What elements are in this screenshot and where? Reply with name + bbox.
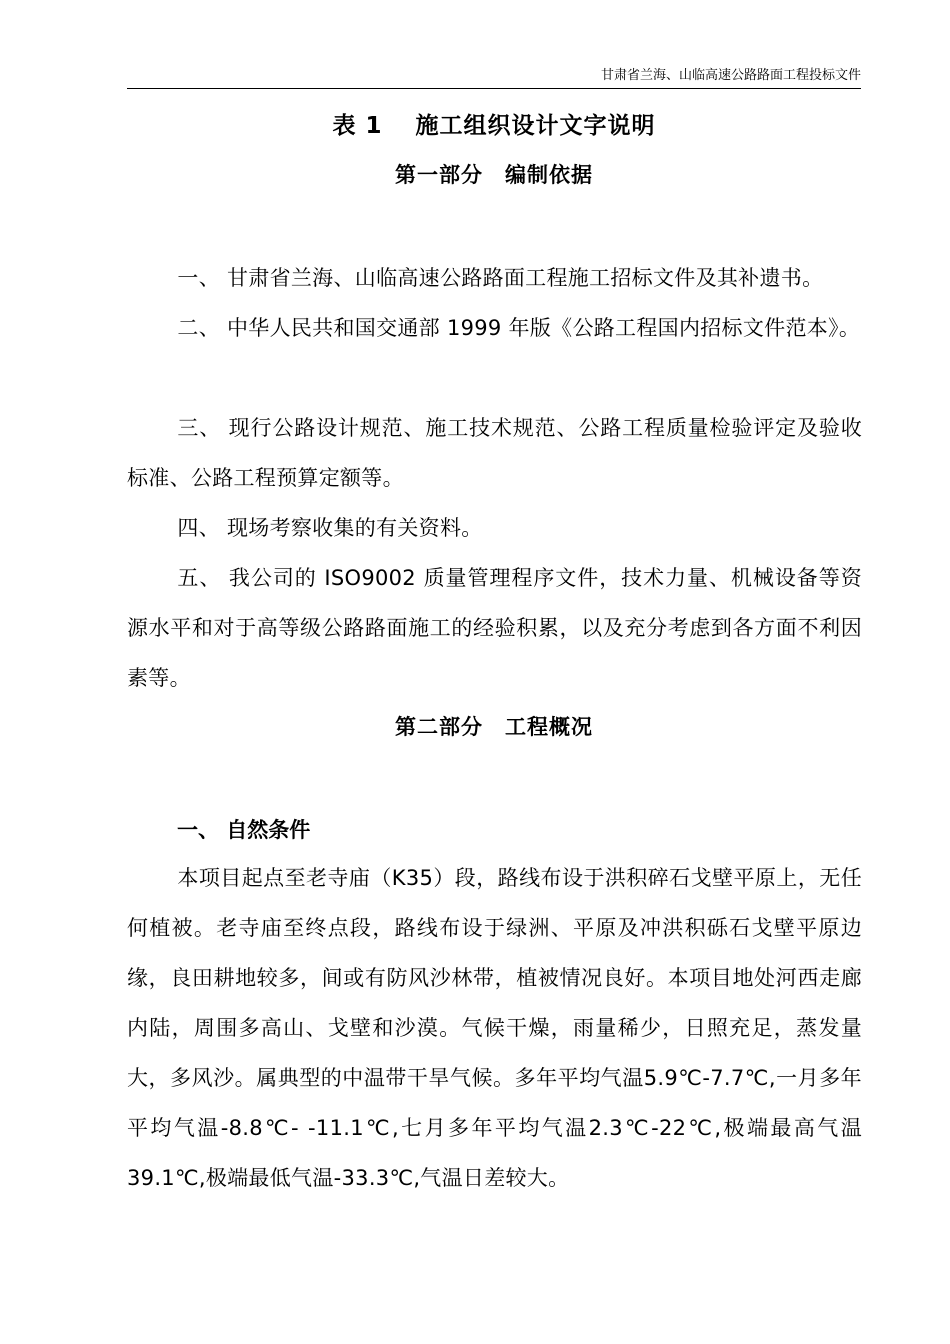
natural-conditions-paragraph: 本项目起点至老寺庙（K35）段，路线布设于洪积碎石戈壁平原上，无任何植被。老寺庙至终点段，路线布设于绿洲、平原及冲洪积砾石戈壁平原边缘，良田耕地较多，间或有防风沙林带，植被情况良好。本项目地处河西走廊内陆，周围多高山、戈壁和沙漠。气候干燥，雨量稀少，日照充足，蒸发量大，多风沙。属典型的中温带干旱气候。多年平均气温5.9℃-7.7℃,一月多年平均气温-8.8℃- -11.1℃,七月多年平均气温2.3℃-22℃,极端最高气温 39.1℃,极端最低气温-33.3℃,气温日差较大。 [127, 866, 862, 1190]
part1-item-5: 五、 我公司的 ISO9002 质量管理程序文件，技术力量、机械设备等资源水平和对于高等级公路路面施工的经验积累，以及充分考虑到各方面不利因素等。 [127, 566, 862, 690]
part2-heading: 第二部分 工程概况 [395, 715, 593, 739]
part1-item-2: 二、 中华人民共和国交通部 1999 年版《公路工程国内招标文件范本》。 [177, 316, 861, 340]
part1-heading: 第一部分 编制依据 [395, 163, 593, 187]
page-header: 甘肃省兰海、山临高速公路路面工程投标文件 [127, 66, 861, 89]
section-heading-natural-conditions: 一、 自然条件 [177, 818, 311, 842]
part1-item-4: 四、 现场考察收集的有关资料。 [177, 516, 483, 540]
document-title: 表 1 施工组织设计文字说明 [332, 113, 656, 139]
part1-item-1: 一、 甘肃省兰海、山临高速公路路面工程施工招标文件及其补遗书。 [177, 266, 824, 290]
part1-item-3: 三、 现行公路设计规范、施工技术规范、公路工程质量检验评定及验收标准、公路工程预算定额等。 [127, 416, 862, 490]
